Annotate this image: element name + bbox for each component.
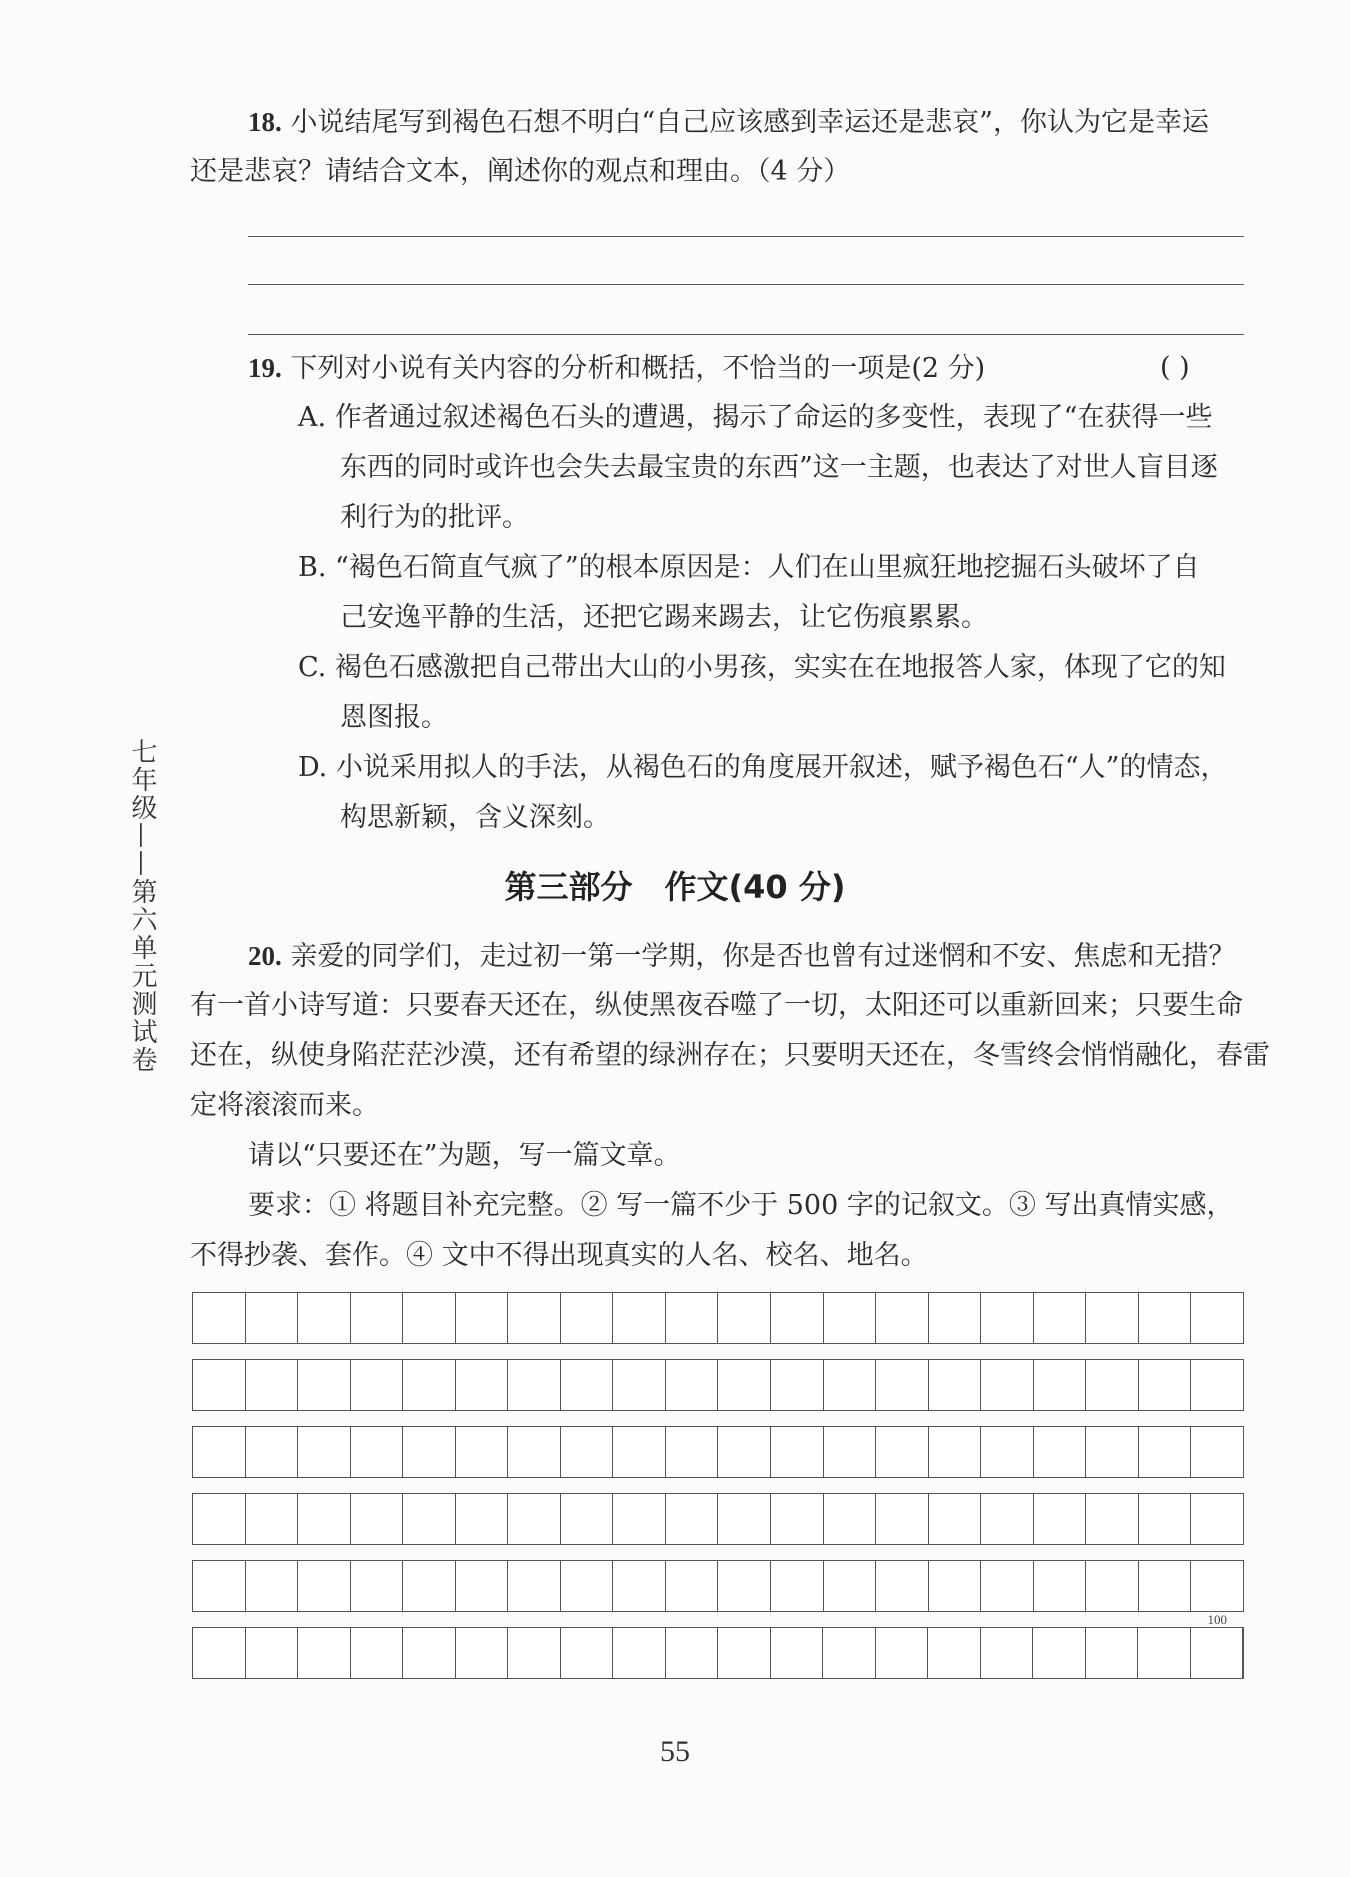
- grid-cell[interactable]: [403, 1293, 456, 1343]
- grid-cell[interactable]: [876, 1628, 929, 1678]
- grid-cell[interactable]: [508, 1628, 561, 1678]
- grid-cell[interactable]: [561, 1360, 614, 1410]
- grid-cell[interactable]: [298, 1293, 351, 1343]
- grid-cell[interactable]: [246, 1427, 299, 1477]
- grid-cell[interactable]: [403, 1360, 456, 1410]
- grid-cell[interactable]: [613, 1494, 666, 1544]
- grid-cell[interactable]: [718, 1293, 771, 1343]
- grid-cell[interactable]: [981, 1293, 1034, 1343]
- grid-cell[interactable]: [246, 1628, 299, 1678]
- grid-cell[interactable]: [666, 1494, 719, 1544]
- grid-cell[interactable]: [824, 1360, 877, 1410]
- grid-cell[interactable]: [1034, 1494, 1087, 1544]
- grid-cell[interactable]: [876, 1360, 929, 1410]
- grid-cell[interactable]: [1139, 1494, 1192, 1544]
- grid-cell[interactable]: [771, 1427, 824, 1477]
- grid-cell[interactable]: [456, 1561, 509, 1611]
- grid-cell[interactable]: [351, 1494, 404, 1544]
- grid-row[interactable]: [192, 1560, 1244, 1612]
- grid-cell[interactable]: [876, 1427, 929, 1477]
- option-text: 作者通过叙述褐色石头的遭遇，揭示了命运的多变性，表现了“在获得一些: [334, 402, 1213, 433]
- grid-cell[interactable]: [771, 1628, 824, 1678]
- grid-cell[interactable]: [193, 1561, 246, 1611]
- grid-cell[interactable]: [1139, 1427, 1192, 1477]
- grid-cell[interactable]: [771, 1494, 824, 1544]
- grid-cell[interactable]: [1139, 1561, 1192, 1611]
- grid-cell[interactable]: [929, 1561, 982, 1611]
- grid-cell[interactable]: [298, 1360, 351, 1410]
- answer-paren[interactable]: ( ): [1160, 352, 1190, 383]
- q20-line4: 定将滚滚而来。: [190, 1090, 379, 1121]
- option-a-line3: 利行为的批评。: [340, 502, 529, 533]
- answer-line[interactable]: [248, 236, 1244, 237]
- grid-cell[interactable]: [193, 1427, 246, 1477]
- grid-cell[interactable]: [1086, 1427, 1139, 1477]
- grid-cell[interactable]: [508, 1293, 561, 1343]
- option-text: 褐色石感激把自己带出大山的小男孩，实实在在地报答人家，体现了它的知: [334, 652, 1226, 683]
- option-d: [298, 744, 1227, 792]
- grid-cell[interactable]: [666, 1628, 719, 1678]
- grid-cell[interactable]: [456, 1427, 509, 1477]
- grid-cell[interactable]: [981, 1360, 1034, 1410]
- grid-cell[interactable]: [456, 1360, 509, 1410]
- q20-text-1: 亲爱的同学们，走过初一第一学期，你是否也曾有过迷惘和不安、焦虑和无措？: [290, 941, 1236, 972]
- side-label: 七年级——第六单元测试卷: [127, 738, 157, 1074]
- grid-cell[interactable]: [403, 1628, 456, 1678]
- grid-cell[interactable]: [298, 1494, 351, 1544]
- q20-req-1: 要求：① 将题目补充完整。② 写一篇不少于 500 字的记叙文。③ 写出真情实感，: [248, 1190, 1234, 1221]
- option-label: A.: [298, 402, 327, 433]
- q20-line2: 有一首小诗写道：只要春天还在，纵使黑夜吞噬了一切，太阳还可以重新回来；只要生命: [190, 990, 1243, 1021]
- grid-cell[interactable]: [561, 1561, 614, 1611]
- grid-cell[interactable]: [876, 1494, 929, 1544]
- grid-cell[interactable]: [718, 1360, 771, 1410]
- q20-prompt: 请以“只要还在”为题，写一篇文章。: [248, 1140, 681, 1171]
- grid-cell[interactable]: [666, 1427, 719, 1477]
- grid-cell[interactable]: [613, 1628, 666, 1678]
- grid-cell[interactable]: [1191, 1494, 1243, 1544]
- grid-cell[interactable]: [1191, 1293, 1243, 1343]
- grid-cell[interactable]: [718, 1561, 771, 1611]
- q20-req-2: 不得抄袭、套作。④ 文中不得出现真实的人名、校名、地名。: [190, 1240, 928, 1271]
- grid-cell[interactable]: [246, 1360, 299, 1410]
- grid-cell[interactable]: [1086, 1561, 1139, 1611]
- grid-cell[interactable]: [718, 1494, 771, 1544]
- grid-cell[interactable]: [666, 1293, 719, 1343]
- option-d-line2: 构思新颖，含义深刻。: [340, 802, 610, 833]
- grid-row[interactable]: [192, 1612, 1244, 1679]
- grid-cell[interactable]: [246, 1561, 299, 1611]
- grid-cell[interactable]: [1033, 1628, 1086, 1678]
- grid-cell[interactable]: [193, 1293, 246, 1343]
- grid-cell[interactable]: [1191, 1561, 1243, 1611]
- grid-cell[interactable]: [351, 1561, 404, 1611]
- grid-cell[interactable]: [403, 1494, 456, 1544]
- grid-cell[interactable]: [666, 1561, 719, 1611]
- grid-cell[interactable]: [1139, 1293, 1192, 1343]
- grid-cell[interactable]: [246, 1293, 299, 1343]
- grid-cell[interactable]: [351, 1628, 404, 1678]
- grid-cell[interactable]: [824, 1427, 877, 1477]
- grid-row[interactable]: [192, 1292, 1244, 1344]
- grid-cell[interactable]: [298, 1628, 351, 1678]
- grid-cell[interactable]: [193, 1628, 246, 1678]
- grid-row[interactable]: [192, 1493, 1244, 1545]
- q19-number: 19.: [248, 353, 282, 383]
- grid-cell[interactable]: [351, 1293, 404, 1343]
- option-text: 小说采用拟人的手法，从褐色石的角度展开叙述，赋予褐色石“人”的情态，: [335, 752, 1228, 783]
- grid-cell[interactable]: [193, 1494, 246, 1544]
- q18-text-1: 小说结尾写到褐色石想不明白“自己应该感到幸运还是悲哀”，你认为它是幸运: [290, 107, 1209, 138]
- option-a: [298, 394, 1213, 442]
- grid-marker: 100: [1207, 1612, 1227, 1627]
- q18-line1: [248, 98, 1209, 147]
- grid-cell[interactable]: [929, 1293, 982, 1343]
- grid-cell[interactable]: [1086, 1293, 1139, 1343]
- q19-stem: [248, 344, 985, 393]
- grid-cell[interactable]: [1191, 1628, 1244, 1678]
- grid-cell[interactable]: [981, 1628, 1034, 1678]
- grid-cell[interactable]: [824, 1494, 877, 1544]
- grid-cell[interactable]: [981, 1427, 1034, 1477]
- grid-cell[interactable]: [561, 1628, 614, 1678]
- grid-cell[interactable]: [824, 1561, 877, 1611]
- option-a-line2: 东西的同时或许也会失去最宝贵的东西”这一主题，也表达了对世人盲目逐: [340, 452, 1218, 483]
- grid-cell[interactable]: [771, 1360, 824, 1410]
- option-label: C.: [298, 652, 327, 683]
- grid-cell[interactable]: [508, 1561, 561, 1611]
- q20-line1: [248, 932, 1235, 981]
- grid-cell[interactable]: [1034, 1293, 1087, 1343]
- option-label: D.: [298, 752, 328, 783]
- section-title: 第三部分 作文(40 分): [504, 868, 846, 906]
- grid-cell[interactable]: [508, 1427, 561, 1477]
- grid-cell[interactable]: [1139, 1360, 1192, 1410]
- grid-cell[interactable]: [561, 1427, 614, 1477]
- q20-line3: 还在，纵使身陷茫茫沙漠，还有希望的绿洲存在；只要明天还在，冬雪终会悄悄融化，春雷: [190, 1040, 1270, 1071]
- grid-cell[interactable]: [456, 1628, 509, 1678]
- grid-cell[interactable]: [613, 1293, 666, 1343]
- grid-cell[interactable]: [508, 1360, 561, 1410]
- grid-cell[interactable]: [613, 1427, 666, 1477]
- grid-cell[interactable]: [351, 1427, 404, 1477]
- grid-cell[interactable]: [508, 1494, 561, 1544]
- grid-cell[interactable]: [1086, 1360, 1139, 1410]
- grid-row[interactable]: [192, 1359, 1244, 1411]
- grid-cell[interactable]: [613, 1561, 666, 1611]
- grid-cell[interactable]: [1086, 1628, 1139, 1678]
- grid-cell[interactable]: [1191, 1427, 1243, 1477]
- grid-cell[interactable]: [298, 1561, 351, 1611]
- grid-cell[interactable]: [929, 1360, 982, 1410]
- grid-cell[interactable]: [298, 1427, 351, 1477]
- grid-cell[interactable]: [928, 1628, 981, 1678]
- option-b-line2: 己安逸平静的生活，还把它踢来踢去，让它伤痕累累。: [340, 602, 988, 633]
- grid-cell[interactable]: [929, 1494, 982, 1544]
- grid-cell[interactable]: [981, 1561, 1034, 1611]
- grid-cell[interactable]: [771, 1293, 824, 1343]
- grid-row[interactable]: [192, 1426, 1244, 1478]
- grid-cell[interactable]: [823, 1628, 876, 1678]
- grid-cell[interactable]: [193, 1360, 246, 1410]
- option-b: [298, 544, 1200, 592]
- grid-cell[interactable]: [1034, 1561, 1087, 1611]
- grid-cell[interactable]: [718, 1427, 771, 1477]
- grid-cell[interactable]: [1034, 1360, 1087, 1410]
- grid-cell[interactable]: [666, 1360, 719, 1410]
- grid-cell[interactable]: [929, 1427, 982, 1477]
- grid-cell[interactable]: [456, 1494, 509, 1544]
- grid-cell[interactable]: [876, 1561, 929, 1611]
- q18-number: 18.: [248, 107, 282, 137]
- grid-cell[interactable]: [1138, 1628, 1191, 1678]
- q18-line2: 还是悲哀？请结合文本，阐述你的观点和理由。（4 分）: [190, 156, 851, 187]
- option-c-line2: 恩图报。: [340, 702, 448, 733]
- grid-cell[interactable]: [403, 1561, 456, 1611]
- grid-cell[interactable]: [876, 1293, 929, 1343]
- grid-cell[interactable]: [561, 1293, 614, 1343]
- grid-cell[interactable]: [771, 1561, 824, 1611]
- grid-cell[interactable]: [1086, 1494, 1139, 1544]
- grid-cell[interactable]: [403, 1427, 456, 1477]
- grid-cell[interactable]: [456, 1293, 509, 1343]
- q20-number: 20.: [248, 941, 282, 971]
- option-text: “褐色石简直气疯了”的根本原因是：人们在山里疯狂地挖掘石头破坏了自: [335, 552, 1200, 583]
- grid-cell[interactable]: [246, 1494, 299, 1544]
- grid-cell[interactable]: [561, 1494, 614, 1544]
- grid-cell[interactable]: [613, 1360, 666, 1410]
- option-label: B.: [298, 552, 327, 583]
- answer-line[interactable]: [248, 284, 1244, 285]
- grid-cell[interactable]: [1034, 1427, 1087, 1477]
- grid-cell[interactable]: [981, 1494, 1034, 1544]
- grid-cell[interactable]: [824, 1293, 877, 1343]
- grid-cell[interactable]: [1191, 1360, 1243, 1410]
- q19-stem-text: 下列对小说有关内容的分析和概括，不恰当的一项是(2 分): [290, 353, 986, 384]
- grid-cell[interactable]: [351, 1360, 404, 1410]
- answer-line[interactable]: [248, 334, 1244, 335]
- page-number: 55: [660, 1735, 690, 1768]
- option-c: [298, 644, 1226, 692]
- grid-cell[interactable]: [718, 1628, 771, 1678]
- writing-grid[interactable]: [192, 1292, 1244, 1694]
